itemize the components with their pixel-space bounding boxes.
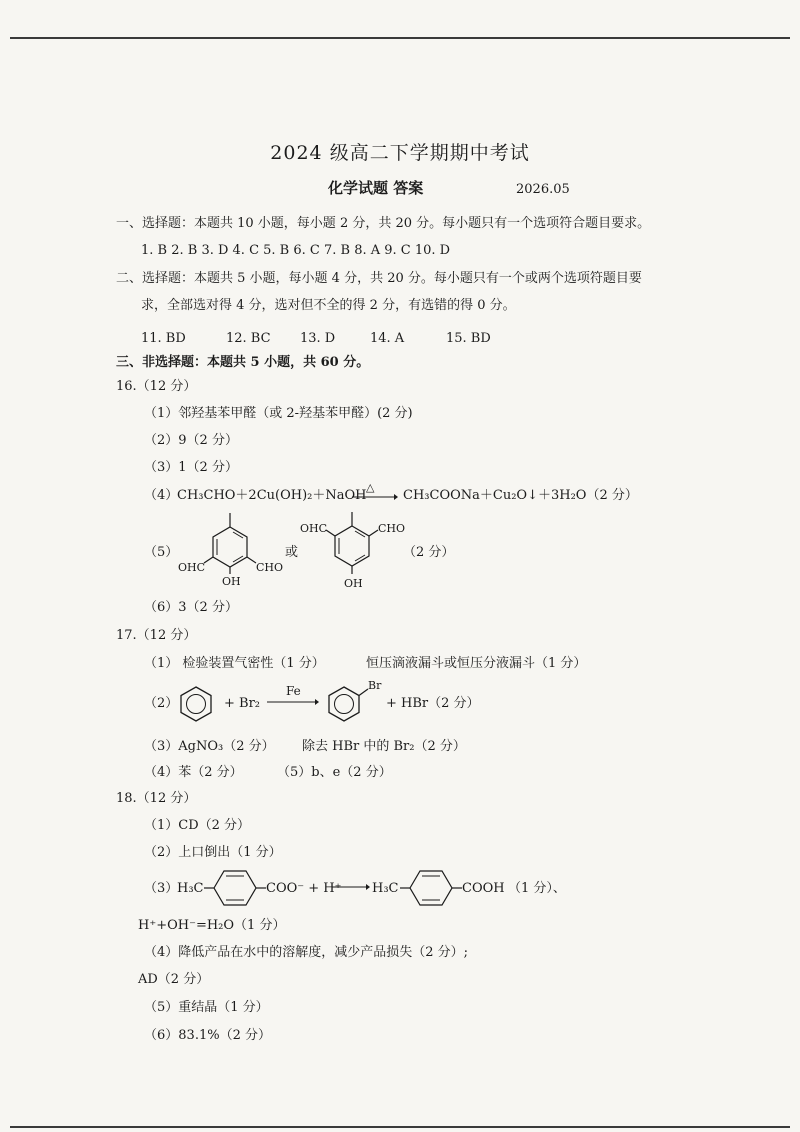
cho-label: CHO — [256, 561, 284, 574]
q17-part1b: 恒压滴液漏斗或恒压分液漏斗（1 分） — [366, 656, 587, 671]
q18-h3c-1: H₃C — [177, 881, 204, 896]
q17-part2-product: + HBr（2 分） — [386, 696, 480, 711]
q17-part1a: （1） 检验装置气密性（1 分） — [144, 656, 325, 671]
q17-part4: （4）苯（2 分） — [144, 765, 243, 780]
reaction-arrow — [267, 699, 319, 707]
reaction-arrow — [332, 884, 370, 892]
q16-part5-label: （5） — [144, 545, 179, 560]
ohc-label: OHC — [300, 522, 328, 535]
q18-part6: （6）83.1%（2 分） — [144, 1028, 271, 1043]
q18-heading: 18.（12 分） — [116, 791, 197, 806]
q17-fe-catalyst: Fe — [286, 684, 301, 698]
section2-heading-line1: 二、选择题：本题共 5 小题，每小题 4 分，共 20 分。每小题只有一个或两个选项符题目要 — [116, 271, 642, 286]
q18-part3-label: （3） — [144, 881, 179, 896]
q17-part2-label: （2） — [144, 696, 179, 711]
q18-cooh: COOH — [462, 881, 505, 896]
q16-part6: （6）3（2 分） — [144, 600, 238, 615]
q16-part5-score: （2 分） — [403, 545, 455, 560]
q16-part3: （3）1（2 分） — [144, 460, 238, 475]
q18-part5: （5）重结晶（1 分） — [144, 1000, 269, 1015]
q16-part4-label: （4） — [144, 488, 179, 503]
benzene-structure — [178, 686, 214, 722]
q16-part1: （1）邻羟基苯甲醛（或 2-羟基苯甲醛）(2 分) — [144, 406, 413, 421]
top-border-line — [10, 37, 790, 39]
ohc-label: OHC — [178, 561, 206, 574]
bromobenzene-structure — [326, 680, 386, 724]
toluic-acid-ring — [400, 868, 462, 908]
q17-bromine-reagent: + Br₂ — [224, 696, 261, 711]
structure-dialdehyde-1 — [176, 510, 286, 590]
section1-answers: 1. B 2. B 3. D 4. C 5. B 6. C 7. B 8. A 9. C 10. D — [141, 243, 451, 258]
q17-part3b: 除去 HBr 中的 Br₂（2 分） — [302, 739, 466, 754]
q18-part3-score: （1 分）、 — [508, 881, 566, 896]
q18-water-equation: H⁺+OH⁻=H₂O（1 分） — [138, 918, 286, 933]
q18-part4b: AD（2 分） — [138, 972, 210, 987]
q16-heading: 16.（12 分） — [116, 379, 197, 394]
q16-or: 或 — [285, 545, 299, 560]
answer-12: 12. BC — [226, 331, 271, 346]
cho-label: CHO — [378, 522, 406, 535]
answer-13: 13. D — [300, 331, 336, 346]
answer-11: 11. BD — [141, 331, 186, 346]
reaction-arrow — [352, 494, 398, 502]
q18-part1: （1）CD（2 分） — [144, 818, 251, 833]
q18-part2: （2）上口倒出（1 分） — [144, 845, 282, 860]
q17-part5: （5）b、e（2 分） — [277, 765, 392, 780]
q17-part3a: （3）AgNO₃（2 分） — [144, 739, 275, 754]
page-title: 2024 级高二下学期期中考试 — [270, 142, 530, 164]
q16-part4-products: CH₃COONa＋Cu₂O↓＋3H₂O（2 分） — [403, 488, 638, 503]
exam-date: 2026.05 — [516, 182, 570, 197]
q18-part4: （4）降低产品在水中的溶解度，减少产品损失（2 分）; — [144, 945, 469, 960]
bottom-border-line — [10, 1126, 790, 1128]
q18-h3c-2: H₃C — [372, 881, 399, 896]
oh-label: OH — [222, 575, 241, 588]
answer-14: 14. A — [370, 331, 405, 346]
answer-15: 15. BD — [446, 331, 491, 346]
q16-heat-condition: △ — [366, 481, 375, 494]
q17-heading: 17.（12 分） — [116, 628, 197, 643]
br-label: Br — [368, 679, 382, 692]
q18-carboxylate: COO⁻ + H⁺ — [266, 881, 342, 896]
oh-label: OH — [344, 577, 363, 590]
section2-heading-line2: 求，全部选对得 4 分，选对但不全的得 2 分，有选错的得 0 分。 — [141, 298, 516, 313]
section1-heading: 一、选择题：本题共 10 小题，每小题 2 分，共 20 分。每小题只有一个选项符合题目要求。 — [116, 216, 651, 231]
section3-heading: 三、非选择题：本题共 5 小题，共 60 分。 — [116, 355, 370, 370]
q16-part4-reactants: CH₃CHO＋2Cu(OH)₂＋NaOH — [177, 488, 367, 503]
q16-part2: （2）9（2 分） — [144, 433, 238, 448]
toluate-ring — [204, 868, 266, 908]
page-subtitle: 化学试题 答案 — [328, 179, 424, 197]
